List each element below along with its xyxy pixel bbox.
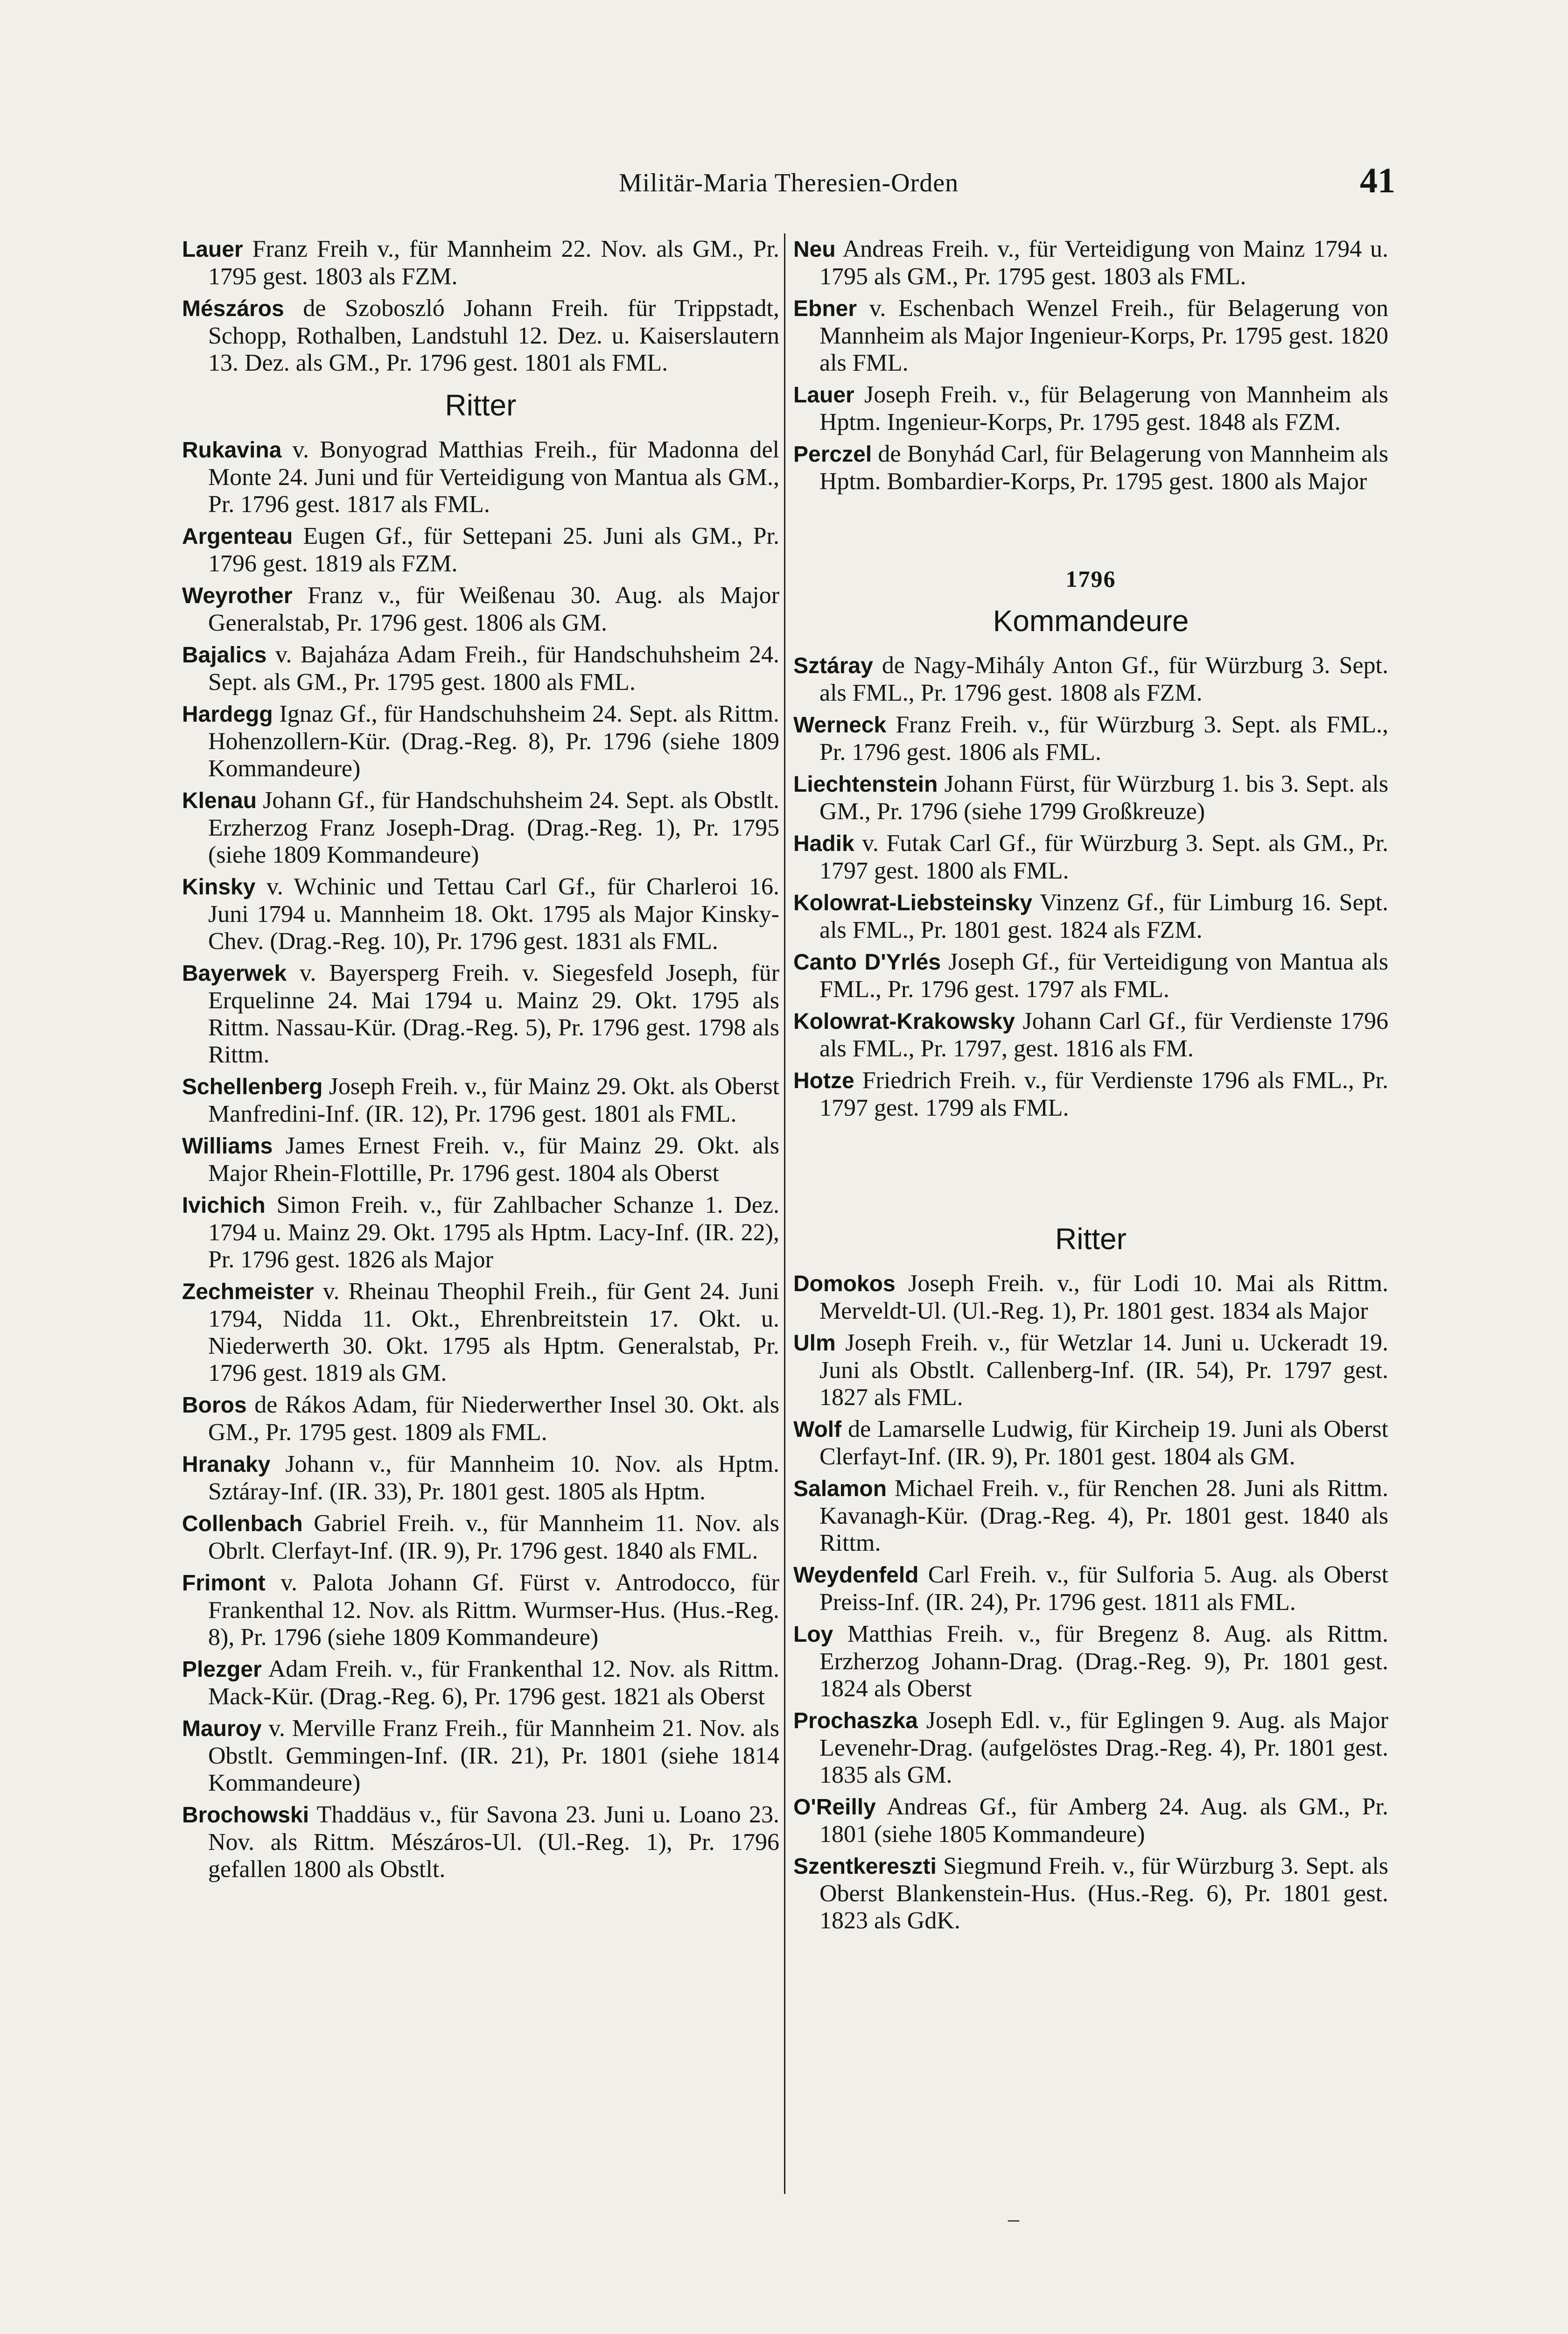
bottom-dash-mark: – xyxy=(1008,2207,1019,2231)
entry-text: v. Wchinic und Tettau Carl Gf., für Charleroi 16. Juni 1794 u. Mannheim 18. Okt. 1795 als Major Kinsky-Chev. (Drag.-Reg. 10), Pr. 1796 gest. 1831 als FML. xyxy=(208,873,780,955)
running-title: Militär-Maria Theresien-Orden xyxy=(618,169,959,197)
entry-name: Neu xyxy=(793,237,836,262)
entry-name: Canto D'Yrlés xyxy=(793,950,941,975)
entry-text: Adam Freih. v., für Frankenthal 12. Nov. als Rittm. Mack-Kür. (Drag.-Reg. 6), Pr. 1796 gest. 1821 als Oberst xyxy=(208,1656,779,1710)
entry xyxy=(182,1278,779,1387)
entry-name: Szentkereszti xyxy=(793,1854,937,1879)
entry xyxy=(182,873,779,955)
entry-name: Boros xyxy=(182,1393,247,1418)
entry-text: Gabriel Freih. v., für Mannheim 11. Nov. als Obrlt. Clerfayt-Inf. (IR. 9), Pr. 1796 gest. 1840 als FML. xyxy=(208,1510,780,1564)
entry-name: Rukavina xyxy=(182,438,282,463)
section-heading-ritter: Ritter xyxy=(1055,1222,1127,1256)
entry xyxy=(793,1270,1388,1325)
entry-text: Joseph Freih. v., für Mainz 29. Okt. als Oberst Manfredini-Inf. (IR. 12), Pr. 1796 gest. 1801 als FML. xyxy=(208,1073,780,1127)
entry-name: Hotze xyxy=(793,1069,854,1093)
entry-text: de Lamarselle Ludwig, für Kircheip 19. Juni als Oberst Clerfayt-Inf. (IR. 9), Pr. 1801 gest. 1804 als GM. xyxy=(819,1416,1389,1470)
entry-text: Andreas Gf., für Amberg 24. Aug. als GM., Pr. 1801 (siehe 1805 Kommandeure) xyxy=(819,1793,1388,1848)
entry-text: v. Bonyograd Matthias Freih., für Madonna del Monte 24. Juni und für Verteidigung von Mantua als GM., Pr. 1796 gest. 1817 als FML. xyxy=(208,436,780,518)
entry xyxy=(182,1510,779,1565)
entry-text: Matthias Freih. v., für Bregenz 8. Aug. als Rittm. Erzherzog Johann-Drag. (Drag.-Reg. 9), Pr. 1801 gest. 1824 als Oberst xyxy=(819,1621,1388,1702)
entry-name: Hadik xyxy=(793,831,854,856)
entry-name: Lauer xyxy=(182,237,243,262)
entry xyxy=(793,1707,1388,1789)
entry-name: Perczel xyxy=(793,442,872,467)
entry xyxy=(793,441,1388,495)
entry xyxy=(793,1793,1388,1848)
entry-name: O'Reilly xyxy=(793,1795,876,1820)
entry xyxy=(793,295,1388,377)
entry-text: Eugen Gf., für Settepani 25. Juni als GM., Pr. 1796 gest. 1819 als FZM. xyxy=(208,523,780,577)
entry-text: Johann Fürst, für Würzburg 1. bis 3. Sept. als GM., Pr. 1796 (siehe 1799 Großkreuze) xyxy=(819,771,1388,825)
entry-name: Salamon xyxy=(793,1476,887,1501)
entry-text: Michael Freih. v., für Renchen 28. Juni als Rittm. Kavanagh-Kür. (Drag.-Reg. 4), Pr. 1801 gest. 1840 als Rittm. xyxy=(819,1475,1389,1556)
entry-text: v. Futak Carl Gf., für Würzburg 3. Sept. als GM., Pr. 1797 gest. 1800 als FML. xyxy=(819,830,1389,884)
entry xyxy=(182,1569,779,1651)
entry xyxy=(793,381,1388,436)
entry-name: Kolowrat-Krakowsky xyxy=(793,1009,1015,1034)
right-column xyxy=(793,236,1388,1939)
entry-text: Johann v., für Mannheim 10. Nov. als Hptm. Sztáray-Inf. (IR. 33), Pr. 1801 gest. 1805 als Hptm. xyxy=(208,1451,780,1505)
entry xyxy=(182,1656,779,1710)
entry xyxy=(182,436,779,518)
entry xyxy=(793,1329,1388,1411)
entry xyxy=(182,1073,779,1128)
entry-name: Argenteau xyxy=(182,524,293,549)
entry-name: Kinsky xyxy=(182,875,256,900)
entry-text: Joseph Freih. v., für Wetzlar 14. Juni u. Uckeradt 19. Juni als Obstlt. Callenberg-Inf. (IR. 54), Pr. 1797 gest. 1827 als FML. xyxy=(819,1329,1388,1411)
entry xyxy=(793,711,1388,766)
entry-text: de Rákos Adam, für Niederwerther Insel 30. Okt. als GM., Pr. 1795 gest. 1809 als FML. xyxy=(208,1392,779,1446)
entry xyxy=(182,582,779,637)
entry-name: Plezger xyxy=(182,1657,262,1682)
section-spacer xyxy=(793,1126,1388,1210)
entry xyxy=(793,1067,1388,1122)
entry-text: James Ernest Freih. v., für Mainz 29. Okt. als Major Rhein-Flottille, Pr. 1796 gest. 1804 als Oberst xyxy=(208,1132,779,1187)
entry xyxy=(793,652,1388,707)
entry-text: Ignaz Gf., für Handschuhsheim 24. Sept. als Rittm. Hohenzollern-Kür. (Drag.-Reg. 8), Pr. 1796 (siehe 1809 Kommandeure) xyxy=(208,701,779,782)
entry xyxy=(793,949,1388,1003)
entry-name: Hardegg xyxy=(182,702,273,727)
entry xyxy=(793,1008,1388,1062)
entry xyxy=(182,1392,779,1446)
entry xyxy=(182,1715,779,1797)
entry-text: Johann Carl Gf., für Verdienste 1796 als FML., Pr. 1797, gest. 1816 als FM. xyxy=(819,1008,1389,1062)
entry-name: Lauer xyxy=(793,383,854,408)
entry-text: v. Bajaháza Adam Freih., für Handschuhsheim 24. Sept. als GM., Pr. 1795 gest. 1800 als FML. xyxy=(208,641,779,696)
entry xyxy=(793,1416,1388,1470)
page-number: 41 xyxy=(1360,161,1395,200)
entry-text: Joseph Freih. v., für Lodi 10. Mai als Rittm. Merveldt-Ul. (Ul.-Reg. 1), Pr. 1801 gest. 1834 als Major xyxy=(819,1270,1388,1324)
entry-text: Joseph Freih. v., für Belagerung von Mannheim als Hptm. Ingenieur-Korps, Pr. 1795 gest. 1848 als FZM. xyxy=(819,381,1388,436)
entry xyxy=(793,1621,1388,1702)
entry xyxy=(182,295,779,377)
entry-text: Johann Gf., für Handschuhsheim 24. Sept. als Obstlt. Erzherzog Franz Joseph-Drag. (Drag.-Reg. 1), Pr. 1795 (siehe 1809 Kommandeure) xyxy=(208,787,780,868)
entry-text: de Szoboszló Johann Freih. für Trippstadt, Schopp, Rothalben, Landstuhl 12. Dez. u. Kaiserslautern 13. Dez. als GM., Pr. 1796 gest. 1801 als FML. xyxy=(208,295,780,376)
entry-name: Zechmeister xyxy=(182,1279,314,1304)
entry-name: Wolf xyxy=(793,1417,842,1442)
entry xyxy=(182,236,779,290)
entry-name: Mészáros xyxy=(182,296,284,321)
entry-name: Williams xyxy=(182,1134,273,1159)
entry-text: Siegmund Freih. v., für Würzburg 3. Sept. als Oberst Blankenstein-Hus. (Hus.-Reg. 6), Pr. 1801 gest. 1823 als GdK. xyxy=(819,1853,1389,1934)
entry-text: v. Merville Franz Freih., für Mannheim 21. Nov. als Obstlt. Gemmingen-Inf. (IR. 21), Pr. 1801 (siehe 1814 Kommandeure) xyxy=(208,1715,779,1796)
entry xyxy=(793,1561,1388,1616)
entry-name: Bajalics xyxy=(182,643,267,668)
entry-text: v. Palota Johann Gf. Fürst v. Antrodocco, für Frankenthal 12. Nov. als Rittm. Wurmser-Hus. (Hus.-Reg. 8), Pr. 1796 (siehe 1809 Kommandeure) xyxy=(208,1569,779,1651)
entry-name: Sztáray xyxy=(793,654,873,678)
entry-text: Carl Freih. v., für Sulforia 5. Aug. als Oberst Preiss-Inf. (IR. 24), Pr. 1796 gest. 1811 als FML. xyxy=(819,1561,1389,1616)
entry xyxy=(793,771,1388,825)
entry xyxy=(182,523,779,577)
entry xyxy=(182,787,779,869)
entry xyxy=(182,1801,779,1883)
entry xyxy=(793,236,1388,290)
entry xyxy=(182,960,779,1069)
entry-name: Weydenfeld xyxy=(793,1563,919,1588)
entry-name: Ulm xyxy=(793,1331,836,1356)
entry-name: Collenbach xyxy=(182,1511,303,1536)
entry-text: Andreas Freih. v., für Verteidigung von Mainz 1794 u. 1795 als GM., Pr. 1795 gest. 1803 als FML. xyxy=(819,236,1388,290)
entry-name: Mauroy xyxy=(182,1716,262,1741)
entry xyxy=(182,641,779,696)
entry-text: Franz v., für Weißenau 30. Aug. als Major Generalstab, Pr. 1796 gest. 1806 als GM. xyxy=(208,582,780,636)
entry-name: Kolowrat-Liebsteinsky xyxy=(793,891,1033,915)
entry-name: Brochowski xyxy=(182,1803,309,1828)
entry-text: Joseph Gf., für Verteidigung von Mantua als FML., Pr. 1796 gest. 1797 als FML. xyxy=(819,949,1388,1003)
entry-text: de Nagy-Mihály Anton Gf., für Würzburg 3. Sept. als FML., Pr. 1796 gest. 1808 als FZM. xyxy=(819,652,1388,706)
entry-name: Domokos xyxy=(793,1272,896,1296)
entry-text: Friedrich Freih. v., für Verdienste 1796 als FML., Pr. 1797 gest. 1799 als FML. xyxy=(819,1067,1389,1121)
entry xyxy=(793,889,1388,944)
entry xyxy=(182,1192,779,1273)
section-heading-ritter: Ritter xyxy=(445,388,517,422)
year-heading: 1796 xyxy=(1065,566,1116,592)
entry-name: Prochaszka xyxy=(793,1708,918,1733)
entry-name: Werneck xyxy=(793,713,887,738)
entry-name: Liechtenstein xyxy=(793,772,938,797)
entry-text: Vinzenz Gf., für Limburg 16. Sept. als FML., Pr. 1801 gest. 1824 als FZM. xyxy=(819,889,1389,943)
column-divider xyxy=(784,233,785,2194)
entry-text: Franz Freih. v., für Würzburg 3. Sept. als FML., Pr. 1796 gest. 1806 als FML. xyxy=(819,711,1389,766)
entry-text: Joseph Edl. v., für Eglingen 9. Aug. als Major Levenehr-Drag. (aufgelöstes Drag.-Reg. 4), Pr. 1801 gest. 1835 als GM. xyxy=(819,1707,1389,1788)
entry xyxy=(182,1451,779,1505)
entry-text: Simon Freih. v., für Zahlbacher Schanze 1. Dez. 1794 u. Mainz 29. Okt. 1795 als Hptm. Lacy-Inf. (IR. 22), Pr. 1796 gest. 1826 als Major xyxy=(208,1192,779,1273)
section-heading-kommandeure: Kommandeure xyxy=(993,604,1189,638)
entry-name: Weyrother xyxy=(182,584,293,608)
entry xyxy=(793,830,1388,885)
entry-name: Ebner xyxy=(793,296,857,321)
entry-text: v. Rheinau Theophil Freih., für Gent 24. Juni 1794, Nidda 11. Okt., Ehrenbreitstein 17. Okt. u. Niederwerth 30. Okt. 1795 als Hptm. Generalstab, Pr. 1796 gest. 1819 als GM. xyxy=(208,1278,780,1386)
entry-name: Hranaky xyxy=(182,1452,271,1477)
left-column xyxy=(182,236,779,1888)
entry-text: Thaddäus v., für Savona 23. Juni u. Loano 23. Nov. als Rittm. Mészáros-Ul. (Ul.-Reg. 1), Pr. 1796 gefallen 1800 als Obstlt. xyxy=(208,1801,780,1883)
entry xyxy=(793,1475,1388,1557)
entry xyxy=(182,701,779,782)
entry-name: Frimont xyxy=(182,1571,266,1596)
page-header xyxy=(182,161,1395,215)
entry-text: v. Eschenbach Wenzel Freih., für Belagerung von Mannheim als Major Ingenieur-Korps, Pr. 1795 gest. 1820 als FML. xyxy=(819,295,1389,376)
entry-name: Bayerwek xyxy=(182,961,287,986)
entry-text: de Bonyhád Carl, für Belagerung von Mannheim als Hptm. Bombardier-Korps, Pr. 1795 gest. 1800 als Major xyxy=(819,441,1388,495)
entry-name: Klenau xyxy=(182,788,257,813)
entry xyxy=(793,1853,1388,1934)
entry-name: Ivichich xyxy=(182,1193,266,1218)
entry-text: Franz Freih v., für Mannheim 22. Nov. als GM., Pr. 1795 gest. 1803 als FZM. xyxy=(208,236,780,290)
entry-name: Schellenberg xyxy=(182,1075,323,1099)
entry-text: v. Bayersperg Freih. v. Siegesfeld Joseph, für Erquelinne 24. Mai 1794 u. Mainz 29. Okt. 1795 als Rittm. Nassau-Kür. (Drag.-Reg. 5), Pr. 1796 gest. 1798 als Rittm. xyxy=(208,960,780,1068)
entry xyxy=(182,1132,779,1187)
entry-name: Loy xyxy=(793,1622,833,1647)
